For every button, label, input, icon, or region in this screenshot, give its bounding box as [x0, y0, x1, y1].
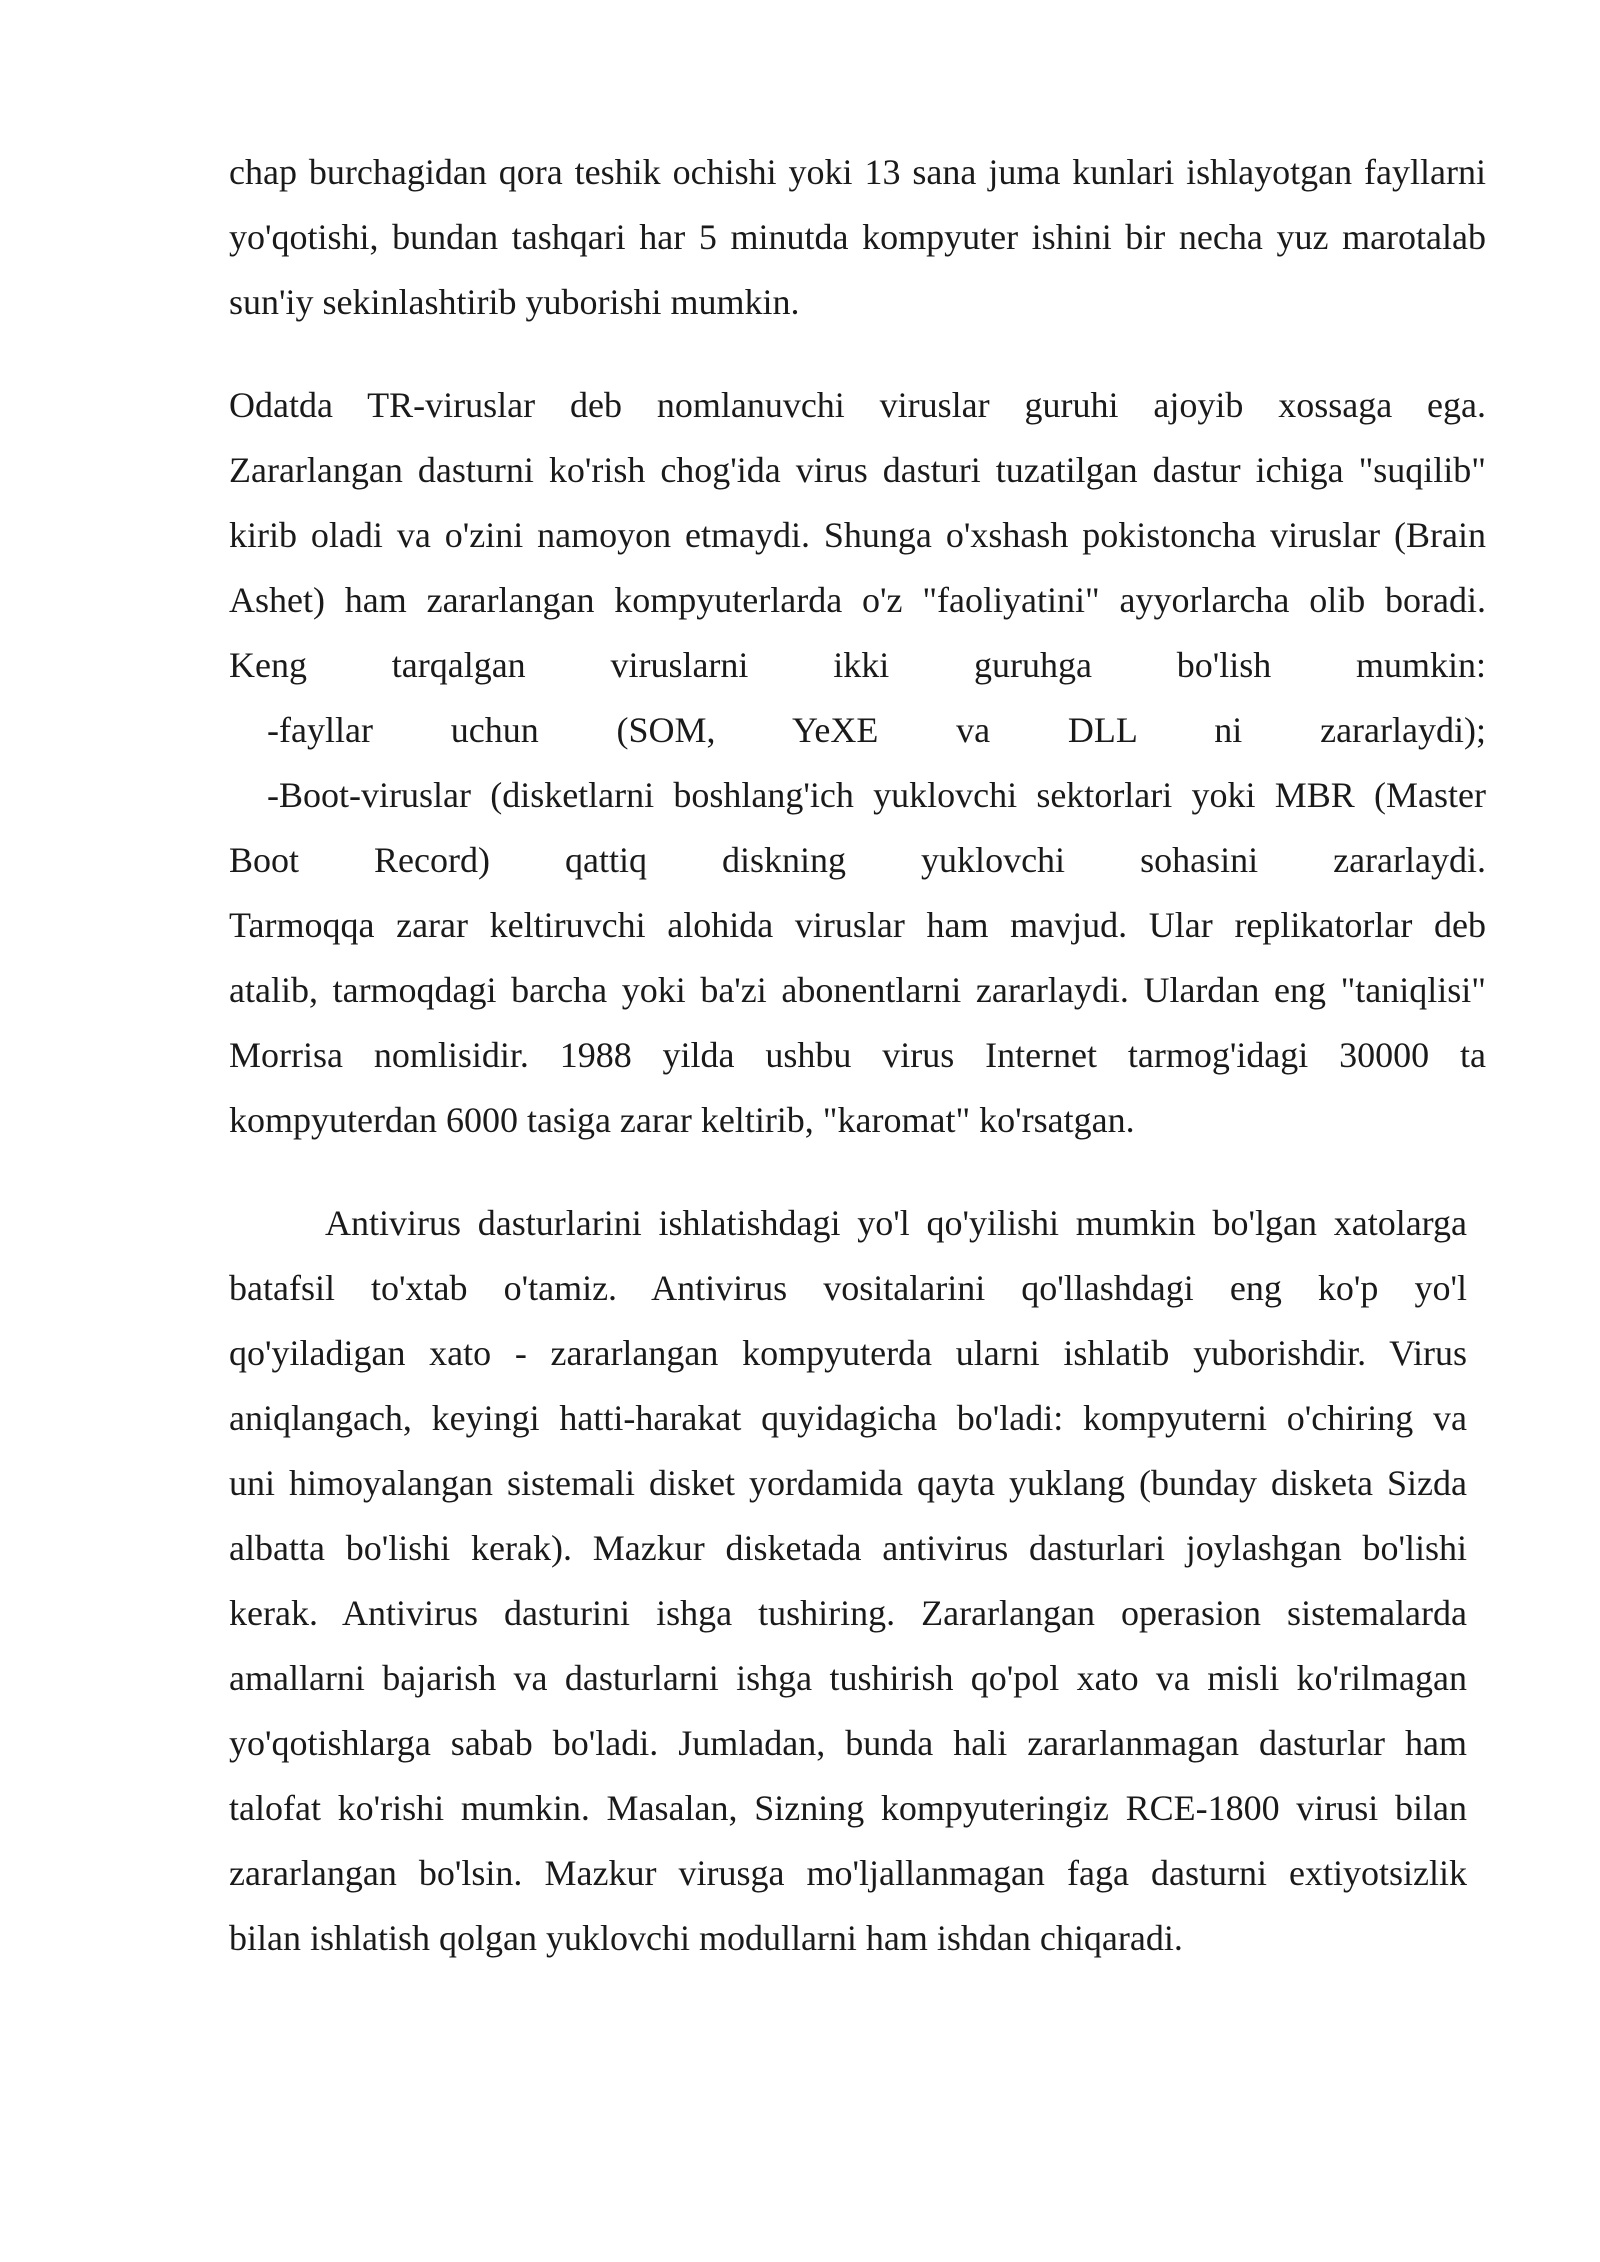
text-line: zararlangan bo'lsin. Mazkur virusga mo'ljallanmagan faga dasturni extiyotsizlik [229, 1853, 1467, 1893]
paragraph-1 [229, 140, 1486, 335]
list-item-boot-viruses: -Boot-viruslar (disketlarni boshlang'ich yuklovchi sektorlari yoki MBR (Master [267, 775, 1486, 815]
text-line: sun'iy sekinlashtirib yuborishi mumkin. [229, 282, 800, 322]
text-line: kerak. Antivirus dasturini ishga tushiring. Zararlangan operasion sistemalarda [229, 1593, 1467, 1633]
text-line: Ashet) ham zararlangan kompyuterlarda o'z "faoliyatini" ayyorlarcha olib boradi. [229, 580, 1486, 620]
text-line: Keng tarqalgan viruslarni ikki guruhga bo'lish mumkin: [229, 645, 1486, 685]
text-line: yo'qotishlarga sabab bo'ladi. Jumladan, bunda hali zararlanmagan dasturlar ham [229, 1723, 1467, 1763]
text-line: uni himoyalangan sistemali disket yordamida qayta yuklang (bunday disketa Sizda [229, 1463, 1467, 1503]
text-line: amallarni bajarish va dasturlarni ishga tushirish qo'pol xato va misli ko'rilmagan [229, 1658, 1467, 1698]
paragraph-spacer [229, 1153, 1486, 1191]
text-line: chap burchagidan qora teshik ochishi yoki 13 sana juma kunlari ishlayotgan fayllarni [229, 152, 1486, 192]
text-line: Zararlangan dasturni ko'rish chog'ida virus dasturi tuzatilgan dastur ichiga "suqilib" [229, 450, 1486, 490]
text-line: bilan ishlatish qolgan yuklovchi modullarni ham ishdan chiqaradi. [229, 1918, 1183, 1958]
text-line: Antivirus dasturlarini ishlatishdagi yo'l qo'yilishi mumkin bo'lgan xatolarga [325, 1203, 1467, 1243]
text-line: Tarmoqqa zarar keltiruvchi alohida viruslar ham mavjud. Ular replikatorlar deb [229, 905, 1486, 945]
paragraph-2 [229, 373, 1486, 1153]
paragraph-3 [229, 1191, 1467, 1971]
text-line: Morrisa nomlisidir. 1988 yilda ushbu virus Internet tarmog'idagi 30000 ta [229, 1035, 1486, 1075]
text-line: talofat ko'rishi mumkin. Masalan, Sizning kompyuteringiz RCE-1800 virusi bilan [229, 1788, 1467, 1828]
text-line: Odatda TR-viruslar deb nomlanuvchi viruslar guruhi ajoyib xossaga ega. [229, 385, 1486, 425]
text-line: albatta bo'lishi kerak). Mazkur disketada antivirus dasturlari joylashgan bo'lishi [229, 1528, 1467, 1568]
text-line: atalib, tarmoqdagi barcha yoki ba'zi abonentlarni zararlaydi. Ulardan eng "taniqlisi" [229, 970, 1486, 1010]
paragraph-spacer [229, 335, 1486, 373]
text-line: kompyuterdan 6000 tasiga zarar keltirib, "karomat" ko'rsatgan. [229, 1100, 1135, 1140]
text-line: aniqlangach, keyingi hatti-harakat quyidagicha bo'ladi: kompyuterni o'chiring va [229, 1398, 1467, 1438]
text-line: Boot Record) qattiq diskning yuklovchi sohasini zararlaydi. [229, 840, 1486, 880]
document-page [229, 140, 1486, 1971]
text-line: batafsil to'xtab o'tamiz. Antivirus vositalarini qo'llashdagi eng ko'p yo'l [229, 1268, 1467, 1308]
text-line: yo'qotishi, bundan tashqari har 5 minutda kompyuter ishini bir necha yuz marotalab [229, 217, 1486, 257]
text-line: kirib oladi va o'zini namoyon etmaydi. Shunga o'xshash pokistoncha viruslar (Brain [229, 515, 1486, 555]
text-line: qo'yiladigan xato - zararlangan kompyuterda ularni ishlatib yuborishdir. Virus [229, 1333, 1467, 1373]
list-item-files: -fayllar uchun (SOM, YeXE va DLL ni zararlaydi); [267, 710, 1486, 750]
